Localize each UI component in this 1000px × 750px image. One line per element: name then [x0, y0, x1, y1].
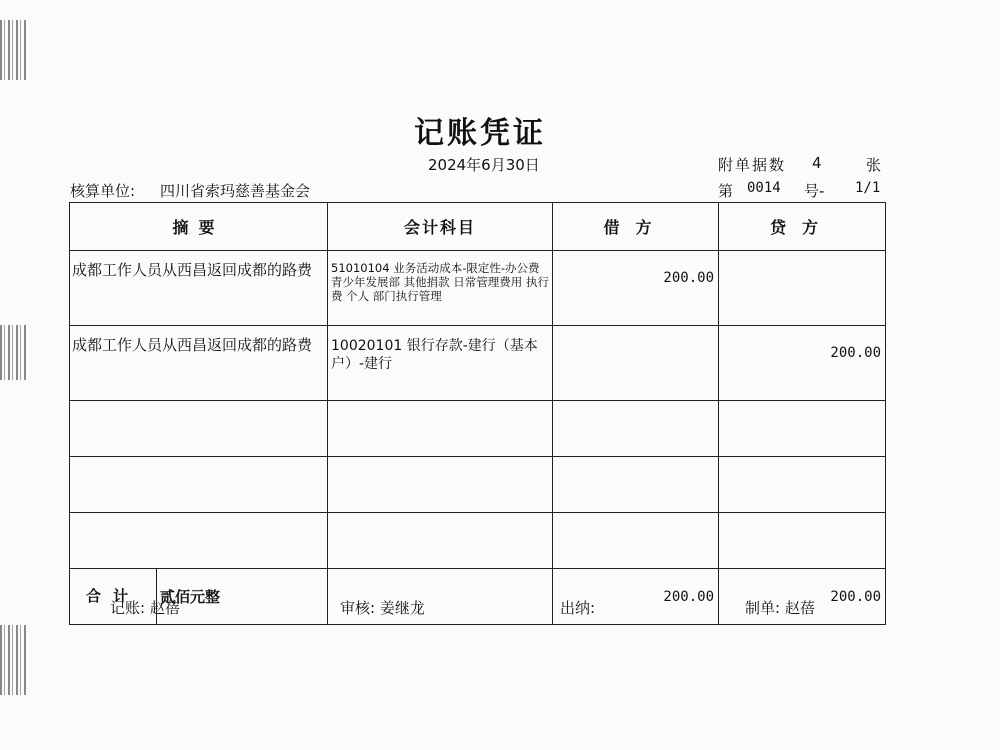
- bookkeeper-label: 记账:: [110, 599, 146, 617]
- total-debit: 200.00: [553, 569, 719, 625]
- voucher-table: [69, 202, 886, 625]
- header-credit: 贷方: [719, 203, 886, 251]
- preparer-name: 赵蓓: [784, 599, 815, 617]
- scan-edge-noise-middle: [0, 325, 28, 380]
- header-summary: 摘要: [70, 203, 328, 251]
- table-row-empty: [70, 513, 886, 569]
- auditor-signature: [340, 597, 425, 618]
- preparer-signature: [745, 597, 815, 618]
- attachments-label: 附单据数: [718, 156, 787, 174]
- row-summary: 成都工作人员从西昌返回成都的路费: [70, 251, 328, 326]
- auditor-name: 姜继龙: [379, 599, 425, 617]
- bookkeeper-name: 赵蓓: [149, 599, 180, 617]
- voucher-number: 0014: [747, 180, 781, 196]
- attachments-count: 4: [812, 154, 822, 172]
- voucher-date: 2024年6月30日: [428, 156, 540, 174]
- total-cell: [70, 569, 328, 625]
- row-account: 51010104 业务活动成本-限定性-办公费 青少年发展部 其他捐款 日常管理费用 执行费 个人 部门执行管理: [328, 251, 553, 326]
- row-credit: 200.00: [719, 326, 886, 401]
- cashier-signature: [560, 597, 595, 618]
- attachments-unit: 张: [866, 156, 882, 174]
- preparer-label: 制单:: [745, 599, 781, 617]
- total-credit: 200.00: [719, 569, 886, 625]
- total-amount-words: 贰佰元整: [160, 588, 221, 606]
- accounting-unit-name: 四川省索玛慈善基金会: [160, 182, 311, 200]
- table-row: [70, 251, 886, 326]
- scan-edge-noise-bottom: [0, 625, 28, 695]
- voucher-page: 1/1: [855, 180, 881, 196]
- row-debit: [553, 326, 719, 401]
- bookkeeper-signature: [110, 597, 180, 618]
- table-row-empty: [70, 457, 886, 513]
- cashier-label: 出纳:: [560, 599, 596, 617]
- total-label: 合计: [70, 569, 157, 624]
- row-summary: 成都工作人员从西昌返回成都的路费: [70, 326, 328, 401]
- row-account: 10020101 银行存款-建行（基本户）-建行: [328, 326, 553, 401]
- row-debit: 200.00: [553, 251, 719, 326]
- row-credit: [719, 251, 886, 326]
- voucher-number-prefix: 第: [718, 182, 734, 200]
- table-row: [70, 326, 886, 401]
- header-account: 会计科目: [328, 203, 553, 251]
- header-debit: 借方: [553, 203, 719, 251]
- voucher-number-suffix: 号-: [804, 182, 825, 200]
- scan-edge-noise-top: [0, 20, 28, 80]
- auditor-label: 审核:: [340, 599, 376, 617]
- table-row-empty: [70, 401, 886, 457]
- voucher-title: 记账凭证: [414, 116, 546, 151]
- accounting-unit-label: 核算单位:: [70, 182, 136, 200]
